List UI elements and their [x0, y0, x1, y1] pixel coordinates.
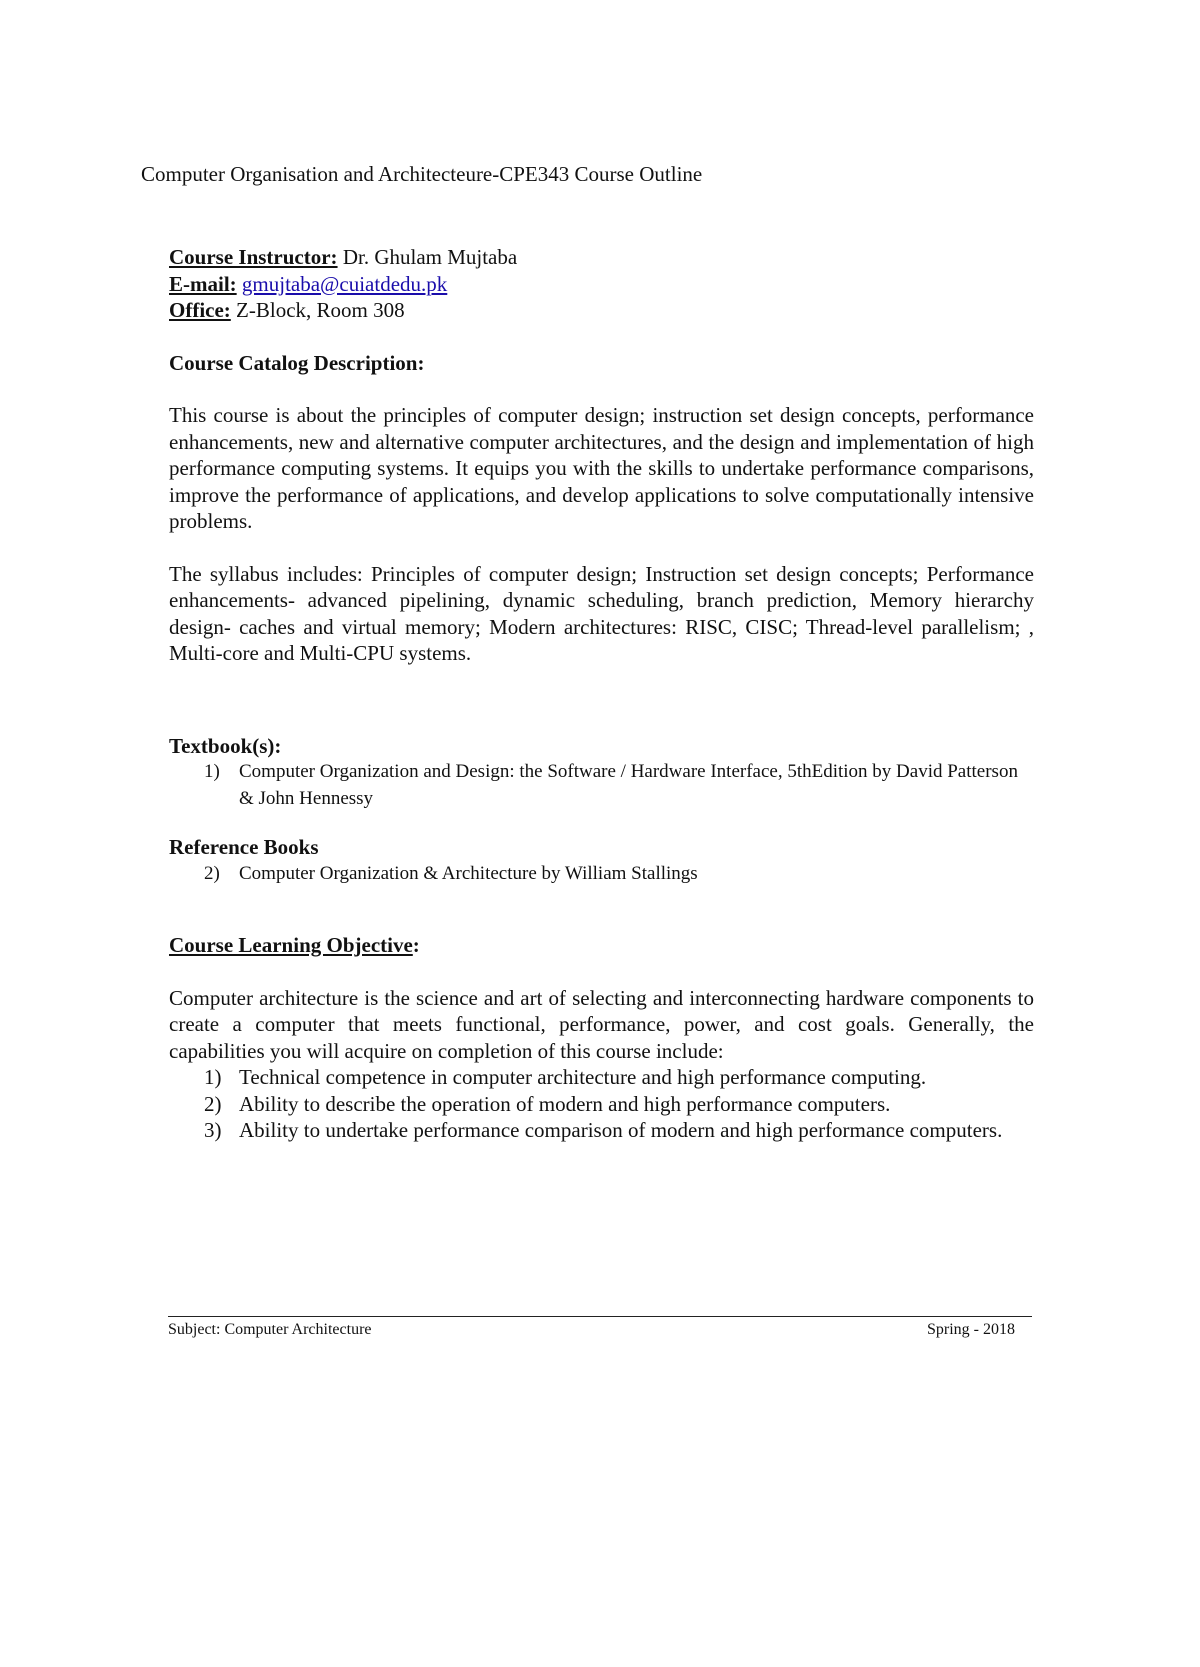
objective-heading-colon: :	[412, 933, 420, 957]
objective-item	[169, 1091, 1034, 1118]
objective-item-text: Technical competence in computer architecture and high performance computing.	[239, 1065, 927, 1089]
office-label: Office:	[169, 298, 231, 322]
objective-paragraph: Computer architecture is the science and art of selecting and interconnecting hardware components to create a computer that meets functional, performance, power, and cost goals. Generally, the capabilities you will acquire on completion of this course include:	[169, 985, 1034, 1063]
contact-block	[169, 244, 1034, 324]
reference-item-number: 2)	[204, 862, 220, 884]
reference-heading: Reference Books	[169, 835, 319, 859]
textbook-item-number: 1)	[204, 761, 220, 782]
instructor-name: Dr. Ghulam Mujtaba	[337, 245, 518, 269]
objective-item-text: Ability to undertake performance comparison of modern and high performance computers.	[239, 1118, 1003, 1142]
textbooks-list	[169, 759, 1034, 812]
office-value: Z-Block, Room 308	[230, 298, 405, 322]
objective-list	[169, 1064, 1034, 1144]
reference-item-text: Computer Organization & Architecture by William Stallings	[239, 862, 698, 884]
objective-item	[169, 1117, 1034, 1144]
objective-item-text: Ability to describe the operation of modern and high performance computers.	[239, 1091, 891, 1116]
objective-item-number: 3)	[204, 1118, 222, 1142]
footer-subject: Subject: Computer Architecture	[168, 1321, 372, 1338]
document-body	[169, 244, 1034, 1144]
reference-item	[169, 861, 1034, 888]
catalog-heading: Course Catalog Description:	[169, 350, 425, 375]
textbooks-heading: Textbook(s):	[169, 733, 282, 758]
catalog-paragraph-2: The syllabus includes: Principles of computer design; Instruction set design concepts; Performance enhancements- advanced pipelining, dynamic scheduling, branch prediction, Memory hierarchy design- caches and virtual memory; Modern architectures: RISC, CISC; Thread-level parallelism; , Multi-core and Multi-CPU systems.	[169, 561, 1034, 665]
instructor-label: Course Instructor:	[169, 245, 338, 269]
objective-heading-text: Course Learning Objective	[169, 933, 413, 957]
email-label: E-mail:	[169, 271, 237, 296]
email-line	[169, 271, 1034, 298]
objective-item-number: 2)	[204, 1091, 222, 1116]
objective-heading	[169, 932, 1034, 959]
reference-list	[169, 861, 1034, 888]
document-title: Computer Organisation and Architecteure-CPE343 Course Outline	[141, 162, 703, 186]
instructor-line	[169, 244, 1034, 271]
objective-item	[169, 1064, 1034, 1091]
textbook-item-text: Computer Organization and Design: the Software / Hardware Interface, 5thEdition by David Patterson & John Hennessy	[239, 761, 1018, 809]
textbook-item	[169, 759, 1034, 812]
email-link[interactable]: gmujtaba@cuiatdedu.pk	[241, 271, 448, 296]
page-footer	[168, 1316, 1032, 1340]
footer-term: Spring - 2018	[927, 1321, 1015, 1338]
office-line	[169, 297, 1034, 324]
objective-item-number: 1)	[204, 1065, 222, 1089]
catalog-paragraph-1: This course is about the principles of computer design; instruction set design concepts, performance enhancements, new and alternative computer architectures, and the design and implementation of high performance computing systems. It equips you with the skills to undertake performance comparisons, improve the performance of applications, and develop applications to solve computationally intensive problems.	[169, 403, 1034, 533]
